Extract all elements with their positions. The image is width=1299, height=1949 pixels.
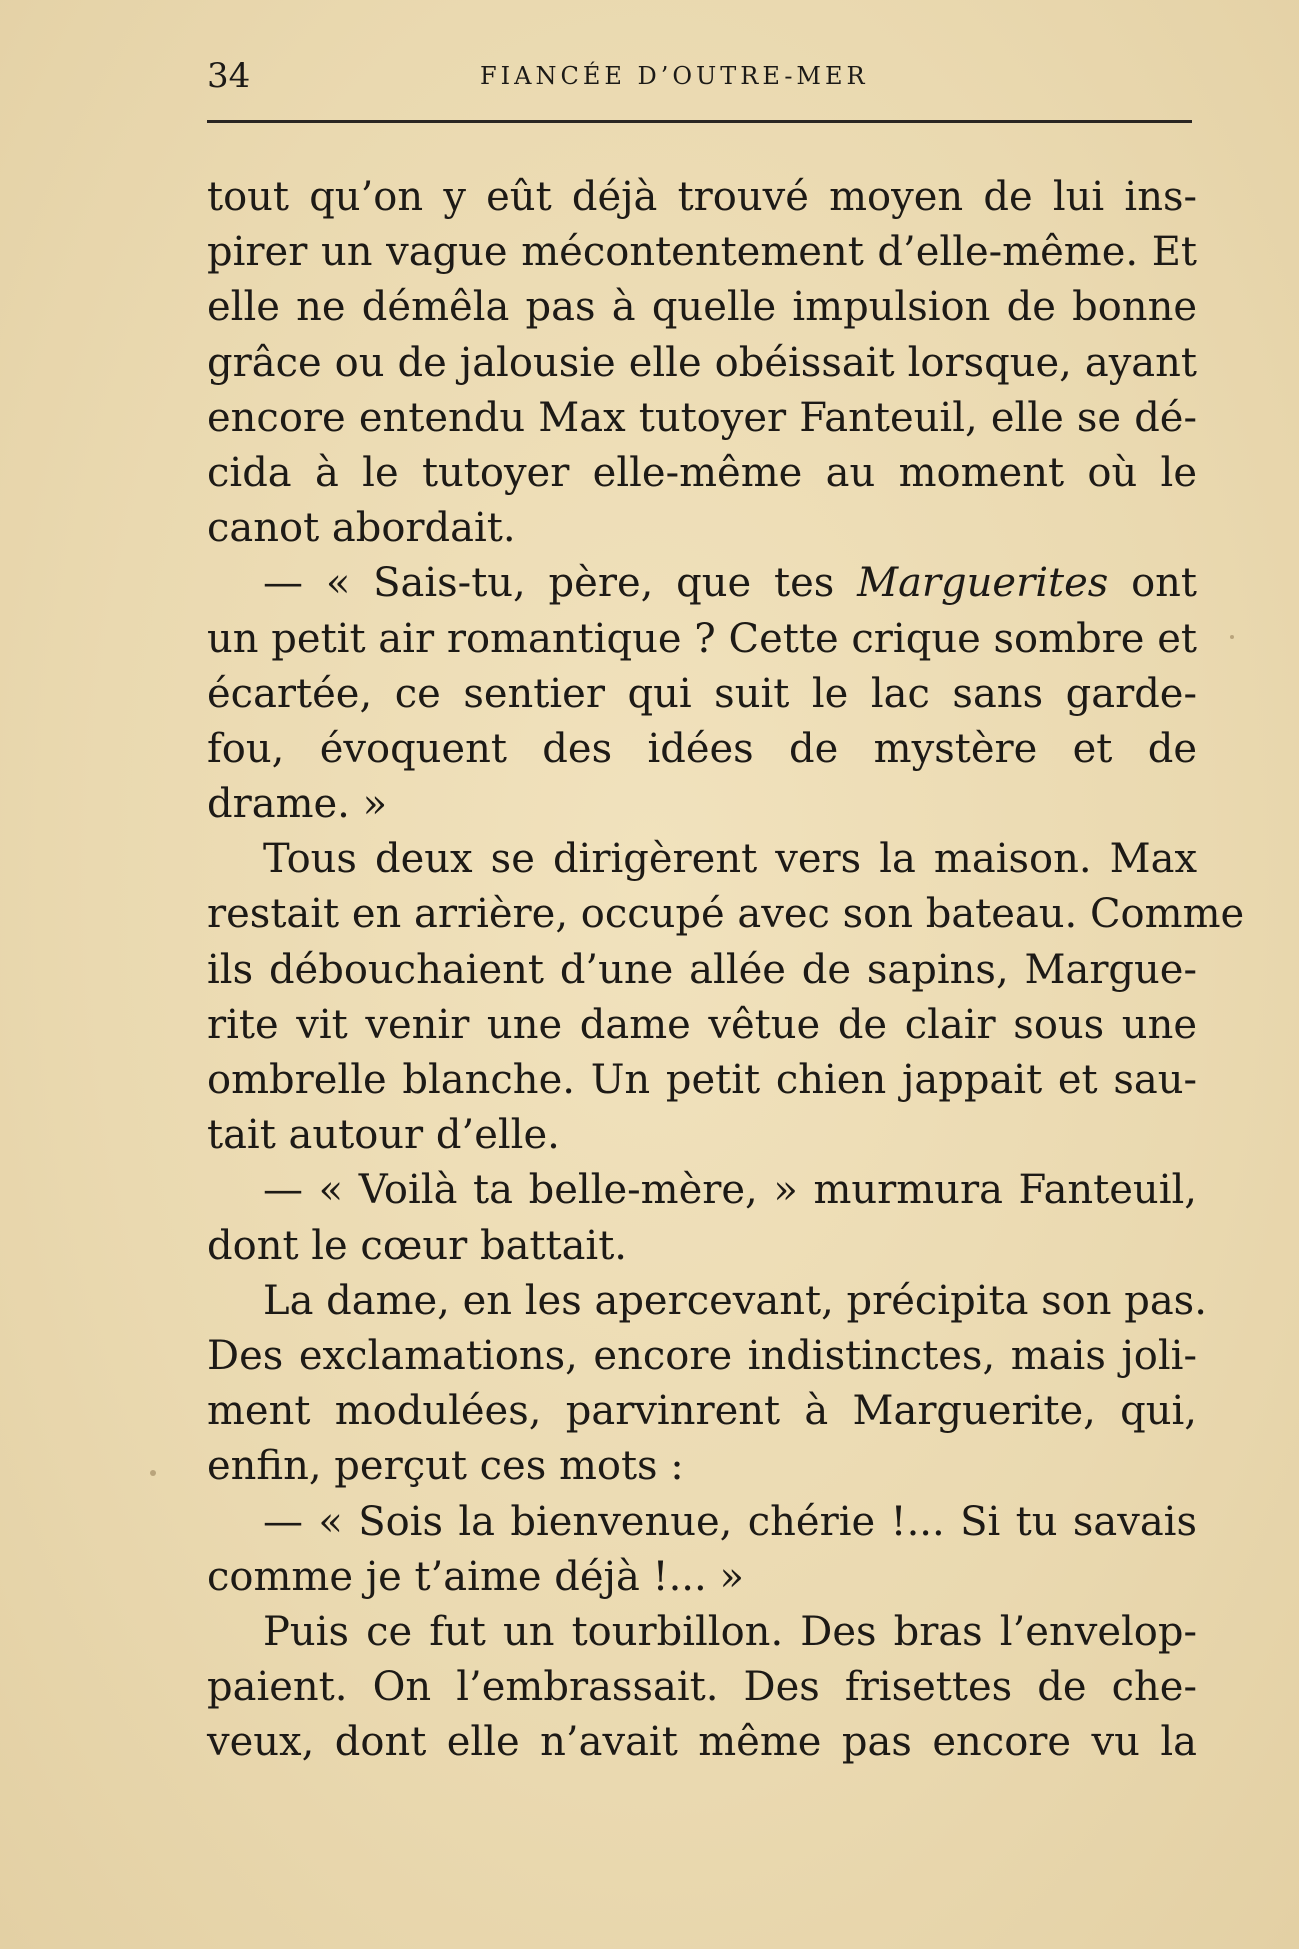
- text-line: Puis ce fut un tourbillon. Des bras l’envelop-: [263, 1608, 1197, 1655]
- text-line: paient. On l’embrassait. Des frisettes de che-: [207, 1664, 1197, 1711]
- text-line: comme je t’aime déjà !... »: [207, 1553, 744, 1600]
- text-line: enfin, perçut ces mots :: [207, 1443, 684, 1490]
- text-line: Tous deux se dirigèrent vers la maison. Max: [263, 836, 1197, 883]
- paper-speck: [1230, 635, 1234, 639]
- header-rule: [207, 120, 1192, 123]
- text-line: tait autour d’elle.: [207, 1112, 560, 1159]
- text-line: cida à le tutoyer elle-même au moment où le: [207, 449, 1197, 496]
- text-line: ment modulées, parvinrent à Marguerite, qui,: [207, 1388, 1197, 1435]
- text-line: un petit air romantique ? Cette crique sombre et: [207, 615, 1197, 662]
- text-line: ombrelle blanche. Un petit chien jappait et sau-: [207, 1057, 1197, 1103]
- text-line: veux, dont elle n’avait même pas encore vu la: [207, 1719, 1197, 1766]
- text-line: canot abordait.: [207, 505, 516, 552]
- running-title: FIANCÉE D’OUTRE-MER: [480, 62, 869, 90]
- text-line: — « Sais-tu, père, que tes Marguerites ont: [263, 560, 1197, 607]
- italic-title-text: Marguerites: [857, 560, 1109, 607]
- text-line: — « Voilà ta belle-mère, » murmura Fanteuil,: [263, 1167, 1197, 1214]
- page-number: 34: [207, 56, 251, 96]
- page-header: [207, 56, 1192, 106]
- text-line: tout qu’on y eût déjà trouvé moyen de lui ins-: [207, 174, 1197, 220]
- text-line: écartée, ce sentier qui suit le lac sans garde-: [207, 670, 1197, 717]
- paper-speck: [150, 1470, 156, 1476]
- text-line: pirer un vague mécontentement d’elle-même. Et: [207, 229, 1197, 276]
- text-line: La dame, en les apercevant, précipita son pas.: [263, 1277, 1207, 1324]
- text-line: dont le cœur battait.: [207, 1222, 627, 1269]
- text-line: grâce ou de jalousie elle obéissait lorsque, ayant: [207, 339, 1197, 386]
- text-line: encore entendu Max tutoyer Fanteuil, elle se dé-: [207, 394, 1197, 441]
- text-line: fou, évoquent des idées de mystère et de: [207, 725, 1197, 772]
- page-body: [207, 170, 1245, 1770]
- text-line: — « Sois la bienvenue, chérie !... Si tu savais: [263, 1498, 1197, 1545]
- text-line: ils débouchaient d’une allée de sapins, Margue-: [207, 946, 1197, 993]
- text-line: drame. »: [207, 781, 388, 828]
- text-line: rite vit venir une dame vêtue de clair sous une: [207, 1001, 1197, 1048]
- text-line: restait en arrière, occupé avec son bateau. Comme: [207, 891, 1245, 938]
- text-line: elle ne démêla pas à quelle impulsion de bonne: [207, 284, 1197, 331]
- text-line: Des exclamations, encore indistinctes, mais joli-: [207, 1332, 1197, 1379]
